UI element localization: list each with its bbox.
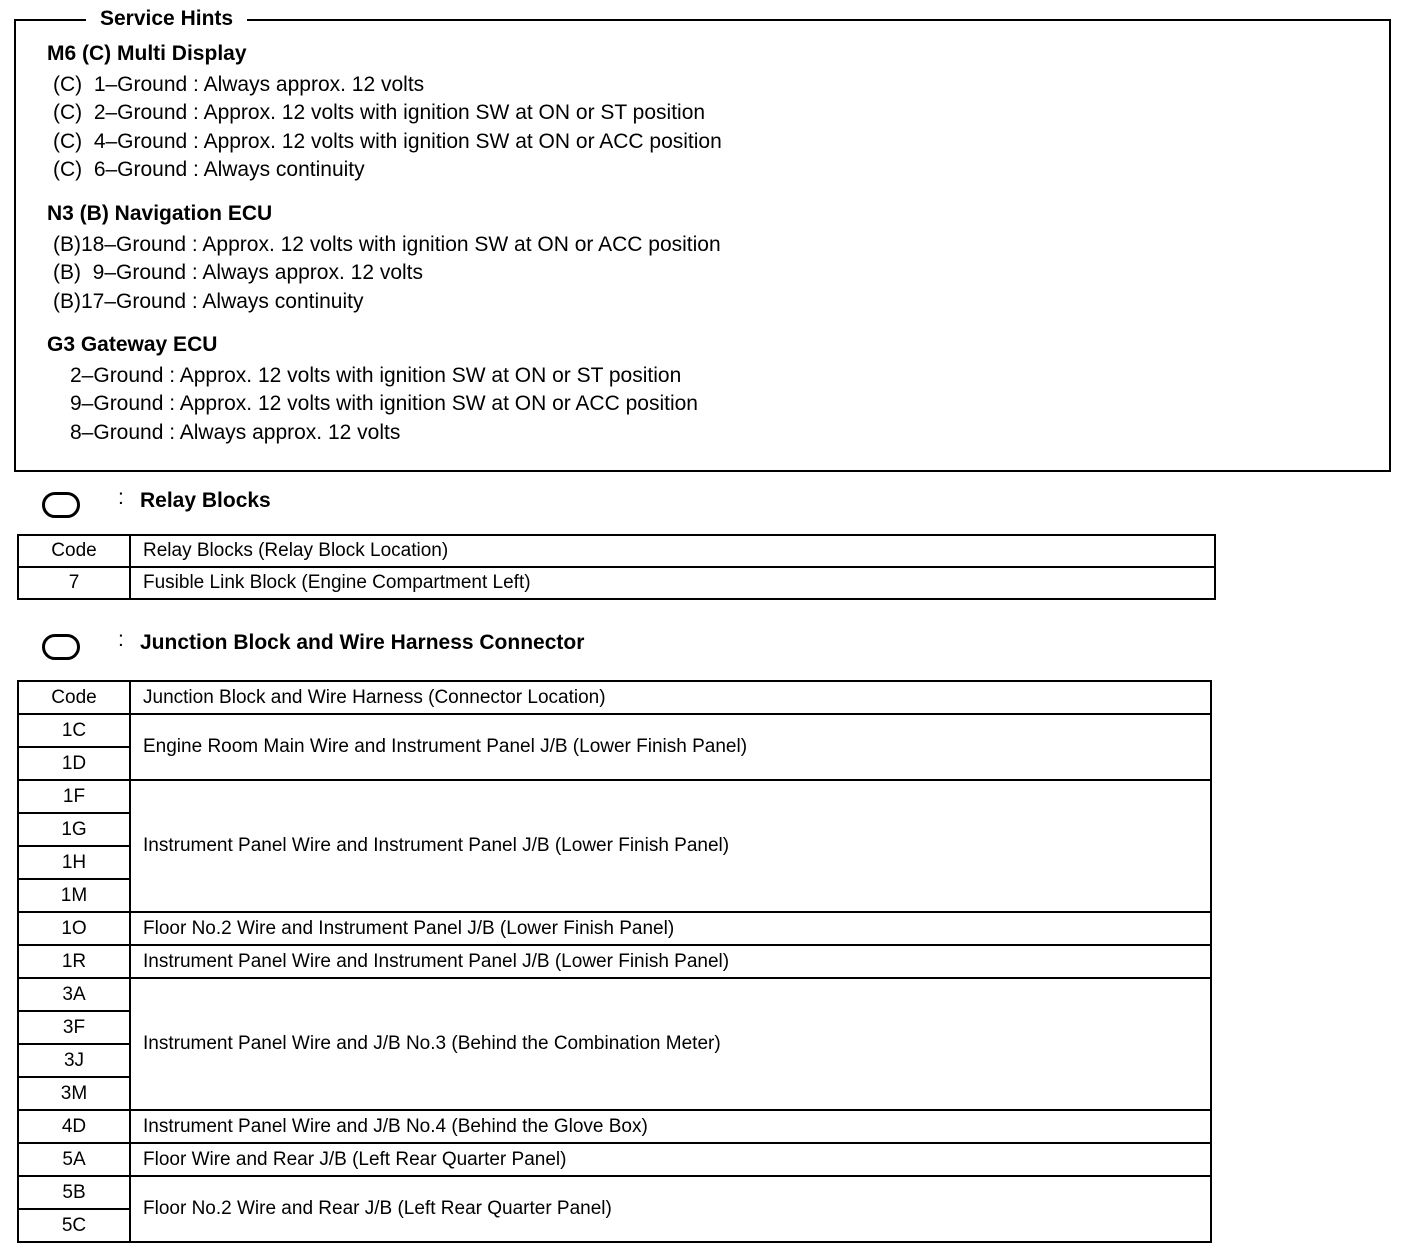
code-cell: 7 (18, 567, 130, 599)
table-row (18, 1176, 1211, 1209)
code-cell: 1D (18, 747, 130, 780)
desc-cell: Floor Wire and Rear J/B (Left Rear Quarter Panel) (130, 1143, 1211, 1176)
desc-header: Relay Blocks (Relay Block Location) (130, 535, 1215, 567)
code-cell: 1M (18, 879, 130, 912)
component-title: M6 (C) Multi Display (47, 42, 247, 65)
code-header: Code (18, 681, 130, 714)
table-row (18, 945, 1211, 978)
code-cell: 5A (18, 1143, 130, 1176)
table-row (18, 978, 1211, 1011)
service-hints-title: Service Hints (86, 6, 247, 32)
code-cell: 3F (18, 1011, 130, 1044)
code-cell: 1O (18, 912, 130, 945)
code-cell: 1H (18, 846, 130, 879)
code-cell: 3J (18, 1044, 130, 1077)
junction-blocks-label: Junction Block and Wire Harness Connector (140, 631, 585, 654)
desc-cell: Floor No.2 Wire and Rear J/B (Left Rear Quarter Panel) (130, 1176, 1211, 1242)
hint-line: (C) 4–Ground : Approx. 12 volts with ignition SW at ON or ACC position (53, 129, 722, 153)
hint-line: (B) 9–Ground : Always approx. 12 volts (53, 261, 424, 284)
junction-blocks-table (17, 680, 1212, 1243)
hint-line: (C) 1–Ground : Always approx. 12 volts (53, 72, 425, 96)
desc-cell: Instrument Panel Wire and J/B No.4 (Behind the Glove Box) (130, 1110, 1211, 1143)
code-cell: 1R (18, 945, 130, 978)
table-row (18, 780, 1211, 813)
code-cell: 5B (18, 1176, 130, 1209)
code-cell: 3M (18, 1077, 130, 1110)
desc-cell: Instrument Panel Wire and Instrument Panel J/B (Lower Finish Panel) (130, 945, 1211, 978)
component-navigation-ecu (47, 200, 721, 316)
desc-cell: Floor No.2 Wire and Instrument Panel J/B (Lower Finish Panel) (130, 912, 1211, 945)
table-row (18, 1143, 1211, 1176)
table-row (18, 1110, 1211, 1143)
component-title: N3 (B) Navigation ECU (47, 202, 273, 225)
table-row (18, 714, 1211, 747)
hint-line: 9–Ground : Approx. 12 volts with ignition SW at ON or ACC position (70, 392, 698, 415)
component-title: G3 Gateway ECU (47, 333, 218, 356)
code-cell: 3A (18, 978, 130, 1011)
desc-cell: Instrument Panel Wire and J/B No.3 (Behind the Combination Meter) (130, 978, 1211, 1110)
code-header: Code (18, 535, 130, 567)
junction-block-oval-icon (42, 634, 80, 660)
hint-line: 2–Ground : Approx. 12 volts with ignition SW at ON or ST position (70, 363, 682, 387)
relay-blocks-label: Relay Blocks (140, 489, 271, 512)
code-cell: 1G (18, 813, 130, 846)
hint-line: (C) 6–Ground : Always continuity (53, 158, 365, 181)
component-gateway-ecu (47, 331, 698, 447)
desc-cell: Engine Room Main Wire and Instrument Panel J/B (Lower Finish Panel) (130, 714, 1211, 780)
legend-colon: : (118, 628, 124, 651)
desc-cell: Fusible Link Block (Engine Compartment Left) (130, 567, 1215, 599)
code-cell: 1F (18, 780, 130, 813)
desc-cell: Instrument Panel Wire and Instrument Panel J/B (Lower Finish Panel) (130, 780, 1211, 912)
table-header-row (18, 681, 1211, 714)
relay-blocks-table (17, 534, 1216, 600)
code-cell: 5C (18, 1209, 130, 1242)
legend-colon: : (118, 486, 124, 509)
table-row (18, 567, 1215, 599)
table-row (18, 912, 1211, 945)
code-cell: 1C (18, 714, 130, 747)
table-header-row (18, 535, 1215, 567)
relay-block-oval-icon (42, 492, 80, 518)
hint-line: (B)17–Ground : Always continuity (53, 289, 364, 313)
desc-header: Junction Block and Wire Harness (Connector Location) (130, 681, 1211, 714)
code-cell: 4D (18, 1110, 130, 1143)
hint-line: 8–Ground : Always approx. 12 volts (70, 420, 401, 444)
hint-line: (B)18–Ground : Approx. 12 volts with ignition SW at ON or ACC position (53, 232, 721, 256)
hint-line: (C) 2–Ground : Approx. 12 volts with ignition SW at ON or ST position (53, 101, 706, 124)
component-multi-display (47, 40, 722, 185)
